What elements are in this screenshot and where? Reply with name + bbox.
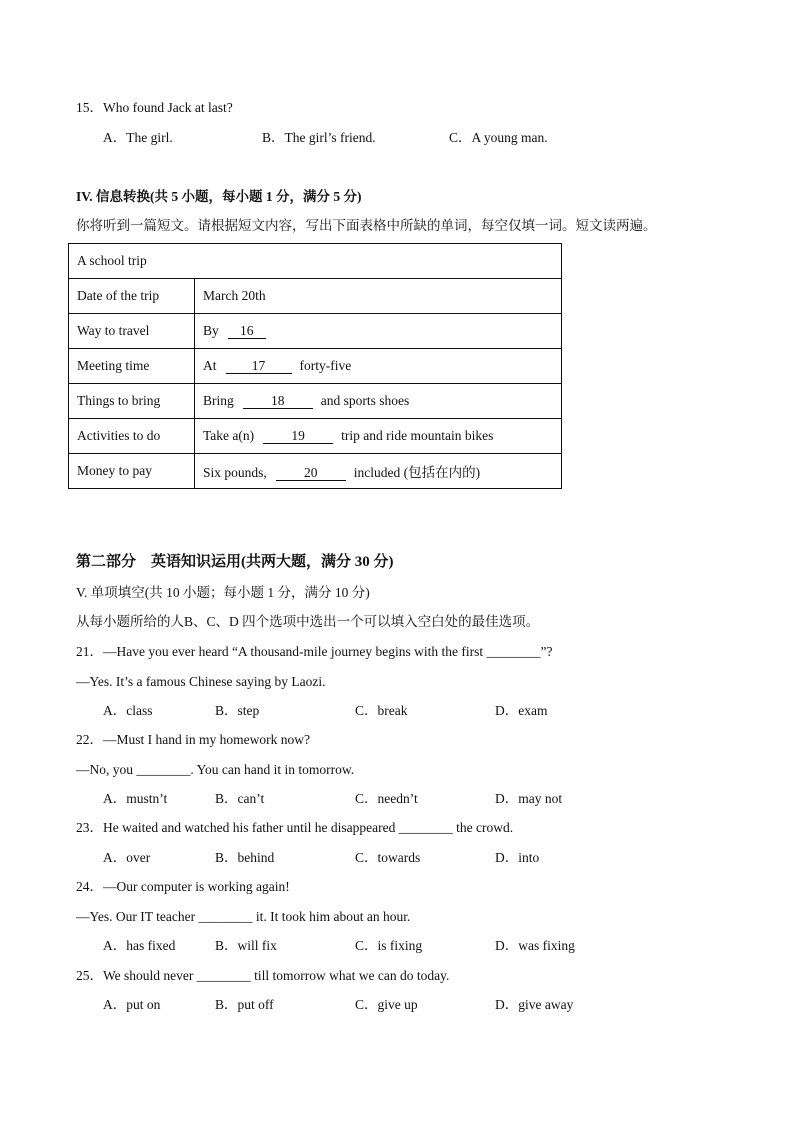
answer-blank-18[interactable]: 18 (243, 394, 313, 409)
q21-option-d[interactable]: D．exam (495, 703, 548, 718)
q24-option-d[interactable]: D．was fixing (495, 938, 575, 953)
table-row (69, 419, 562, 454)
part-two-title: 第二部分 英语知识运用(共两大题，满分 30 分) (76, 554, 394, 570)
row-value: March 20th (195, 279, 562, 314)
q15-option-b[interactable]: B．The girl’s friend. (262, 130, 376, 145)
q22-option-a[interactable]: A．mustn’t (103, 791, 168, 806)
question-15-stem: 15．Who found Jack at last? (76, 100, 233, 115)
row-value: Six pounds, 20 included (包括在内的) (195, 454, 562, 489)
answer-blank-17[interactable]: 17 (226, 359, 292, 374)
q15-option-a[interactable]: A．The girl. (103, 130, 173, 145)
answer-blank-19[interactable]: 19 (263, 429, 333, 444)
section-v-title: V. 单项填空(共 10 小题；每小题 1 分，满分 10 分) (76, 585, 370, 600)
question-22-reply: —No, you ________. You can hand it in tomorrow. (76, 762, 355, 777)
row-value: At 17 forty-five (195, 349, 562, 384)
table-row (69, 279, 562, 314)
row-label: Way to travel (69, 314, 195, 349)
table-header: A school trip (69, 244, 562, 279)
table-header-row (69, 244, 562, 279)
question-24-stem: 24．—Our computer is working again! (76, 879, 290, 894)
q24-option-c[interactable]: C．is fixing (355, 938, 423, 953)
q22-option-c[interactable]: C．needn’t (355, 791, 418, 806)
row-label: Money to pay (69, 454, 195, 489)
q23-option-b[interactable]: B．behind (215, 850, 275, 865)
q23-option-d[interactable]: D．into (495, 850, 540, 865)
q25-option-d[interactable]: D．give away (495, 997, 574, 1012)
question-25-stem: 25．We should never ________ till tomorrow what we can do today. (76, 968, 450, 983)
row-value: Bring 18 and sports shoes (195, 384, 562, 419)
row-label: Date of the trip (69, 279, 195, 314)
question-21-reply: —Yes. It’s a famous Chinese saying by Laozi. (76, 674, 326, 689)
q22-option-b[interactable]: B．can’t (215, 791, 265, 806)
table-row (69, 454, 562, 489)
q15-option-c[interactable]: C．A young man. (449, 130, 548, 145)
q21-option-c[interactable]: C．break (355, 703, 408, 718)
q23-option-c[interactable]: C．towards (355, 850, 421, 865)
question-22-stem: 22．—Must I hand in my homework now? (76, 732, 310, 747)
section-iv-title: IV. 信息转换(共 5 小题，每小题 1 分，满分 5 分) (76, 189, 362, 204)
question-24-reply: —Yes. Our IT teacher ________ it. It took him about an hour. (76, 909, 411, 924)
q23-option-a[interactable]: A．over (103, 850, 151, 865)
row-label: Meeting time (69, 349, 195, 384)
q21-option-b[interactable]: B．step (215, 703, 260, 718)
row-value: By 16 (195, 314, 562, 349)
answer-blank-16[interactable]: 16 (228, 324, 266, 339)
q21-option-a[interactable]: A．class (103, 703, 153, 718)
section-iv-instruction: 你将听到一篇短文。请根据短文内容，写出下面表格中所缺的单词，每空仅填一词。短文读两遍。 (76, 218, 657, 233)
row-label: Things to bring (69, 384, 195, 419)
row-value: Take a(n) 19 trip and ride mountain bikes (195, 419, 562, 454)
question-23-stem: 23．He waited and watched his father until he disappeared ________ the crowd. (76, 820, 514, 835)
q24-option-a[interactable]: A．has fixed (103, 938, 176, 953)
table-row (69, 349, 562, 384)
question-21-stem: 21．—Have you ever heard “A thousand-mile journey begins with the first ________”? (76, 644, 553, 659)
answer-blank-20[interactable]: 20 (276, 466, 346, 481)
section-v-instruction: 从每小题所给的人B、C、D 四个选项中选出一个可以填入空白处的最佳选项。 (76, 614, 540, 629)
row-label: Activities to do (69, 419, 195, 454)
q25-option-a[interactable]: A．put on (103, 997, 161, 1012)
q22-option-d[interactable]: D．may not (495, 791, 563, 806)
q25-option-c[interactable]: C．give up (355, 997, 418, 1012)
q24-option-b[interactable]: B．will fix (215, 938, 277, 953)
table-row (69, 314, 562, 349)
info-table (68, 243, 562, 489)
q25-option-b[interactable]: B．put off (215, 997, 274, 1012)
table-row (69, 384, 562, 419)
